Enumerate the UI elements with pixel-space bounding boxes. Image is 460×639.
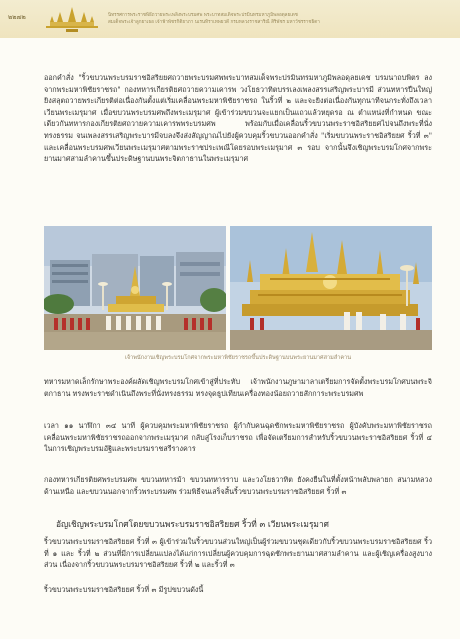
golden-chariot-image (230, 226, 432, 350)
paragraph-4: กองทหารเกียรติยศพระบรมศพ ขบวนทหารม้า ขบวนทหารราบ และวงโยธวาทิต ยังคงยืนในที่ตั้งหน้าพลับพลายก สนามหลวงด้านเหนือ และขบวนนอกจากริ้วพระบรมศพ ร่วมพิธีจนเสร็จสิ้นริ้วขบวนพระบรมราชอิสริยยศ ริ้วที่ ๓ (44, 475, 432, 496)
photo-caption: เจ้าพนักงานเชิญพระบรมโกศจากพระมหาพิชัยราชรถขึ้นประดิษฐานบนพระยานมาศสามลำคาน (124, 355, 352, 361)
header-line-2: สมเด็จพระเจ้าลูกยาเธอ เจ้าฟ้าพัชรกิติยาภา นเรนทิราเทพยวดี กรมหลวงราชสาริณี สิริพัชร มหาวัชรราชธิดา (108, 20, 320, 25)
paragraph-3: เวลา ๑๑ นาฬิกา ๓๔ นาที ผู้ควบคุมพระมหาพิชัยราชรถ ผู้กำกับคนฉุดชักพระมหาพิชัยราชรถ ผู้บังคับพระมหาพิชัยราชรถ เคลื่อนพระมหาพิชัยราชรถออกจากพระเมรุมาศ กลับสู่โรงเก็บราชรถ เพื่อจัดเตรียมการสำหรับริ้วขบวนพระราชอิสริยยศ ริ้วที่ ๔ ในการเชิญพระบรมอัฐิและพระบรมราชสรีรางคาร (44, 421, 432, 454)
header-line-1: นิทรรศการพระราชพิธีถวายพระเพลิงพระบรมศพ พระบาทสมเด็จพระปรมินทรมหาภูมิพลอดุลยเดช (108, 13, 298, 18)
photo-row (44, 226, 432, 350)
paragraph-1: ออกคำสั่ง "ริ้วขบวนพระบรมราชอิสริยยศถวายพระบรมศพพระบาทสมเด็จพระปรมินทรมหาภูมิพลอดุลยเดช บรมนาถบพิตร ลงจากพระมหาพิชัยราชรถ" กองทหารเกียรติยศถวายความเคารพ วงโยธวาทิตบรรเลงเพลงสรรเสริญพระบารมี ส่วนทหารปืนใหญ่ยิงสลุตถวายพระเกียรติต่อเนื่องกันตั้งแต่เริ่มเคลื่อนพระมหาพิชัยราชรถ ในริ้วที่ ๒ และจะยิงต่อเนื่องกันทุกนาทีจนกระทั่งถึงเวลาเวียนพระเมรุมาศ เมื่อขบวนพระบรมศพถึงพระเมรุมาศ ผู้เข้าร่วมขบวนจะแยกเป็นแถวแล้วหยุดรอ ณ ตำแหน่งที่กำหนด ขณะเดียวกันทหารกองเกียรติยศถวายความเคารพพระบรมศพ พร้อมกับเมื่อเคลื่อนริ้วขบวนพระราชอิสริยยศไปจนถึงพระที่นั่งทรงธรรม จนเพลงสรรเสริญพระบารมีจบลงจึงส่งสัญญาณไปยังผู้ควบคุมริ้วขบวนออกคำสั่ง "เริ่มขบวนพระราชอิสริยยศ ริ้วที่ ๓" และเคลื่อนพระบรมศพเวียนพระเมรุมาศตามพระราชประเพณีโดยรอบพระเมรุมาศ ๓ รอบ จากนั้นจึงเชิญพระบรมโกศจากพระยานมาศสามลำคานขึ้นประดิษฐานบนพระจิตกาธานในพระเมรุมาศ (44, 73, 432, 164)
header-text (108, 12, 448, 26)
page-header (0, 0, 460, 38)
paragraph-6: ริ้วขบวนพระบรมราชอิสริยยศ ริ้วที่ ๓ มีรูปขบวนดังนี้ (44, 585, 204, 594)
procession-photo-left (44, 226, 226, 350)
paragraph-2: ทหารมหาดเล็กรักษาพระองค์ผลัดเชิญพระบรมโกศเข้าสู่ที่ประทับ เจ้าพนักงานภูษามาลาเตรียมการจัดตั้งพระบรมโกศบนพระจิตกาธาน ทรงพระราชดำเนินถึงพระที่นั่งทรงธรรม ทรงจุดธูปเทียนเครื่องทองน้อยถวายสักการะพระบรมศพ (44, 377, 432, 398)
royal-emblem-icon (46, 6, 98, 34)
procession-photo-right (230, 226, 432, 350)
page-number: ๒๒๗๒ (8, 13, 26, 21)
paragraph-5: ริ้วขบวนพระบรมราชอิสริยยศ ริ้วที่ ๓ ผู้เข้าร่วมในริ้วขบวนส่วนใหญ่เป็นผู้ร่วมขบวนชุดเดียวกับริ้วขบวนพระบรมราชอิสริยยศ ริ้วที่ ๑ และ ริ้วที่ ๒ ส่วนที่มีการเปลี่ยนแปลงได้แก่การเปลี่ยนผู้ควบคุมการฉุดชักพระยานมาศสามลำคาน และผู้เชิญเครื่องสูงบางส่วน เนื่องจากริ้วขบวนพระบรมราชอิสริยยศ ริ้วที่ ๒ และริ้วที่ ๓ (44, 537, 432, 570)
section-heading: อัญเชิญพระบรมโกศโดยขบวนพระบรมราชอิสริยยศ ริ้วที่ ๓ เวียนพระเมรุมาศ (56, 519, 329, 529)
procession-scene-left-image (44, 226, 226, 350)
